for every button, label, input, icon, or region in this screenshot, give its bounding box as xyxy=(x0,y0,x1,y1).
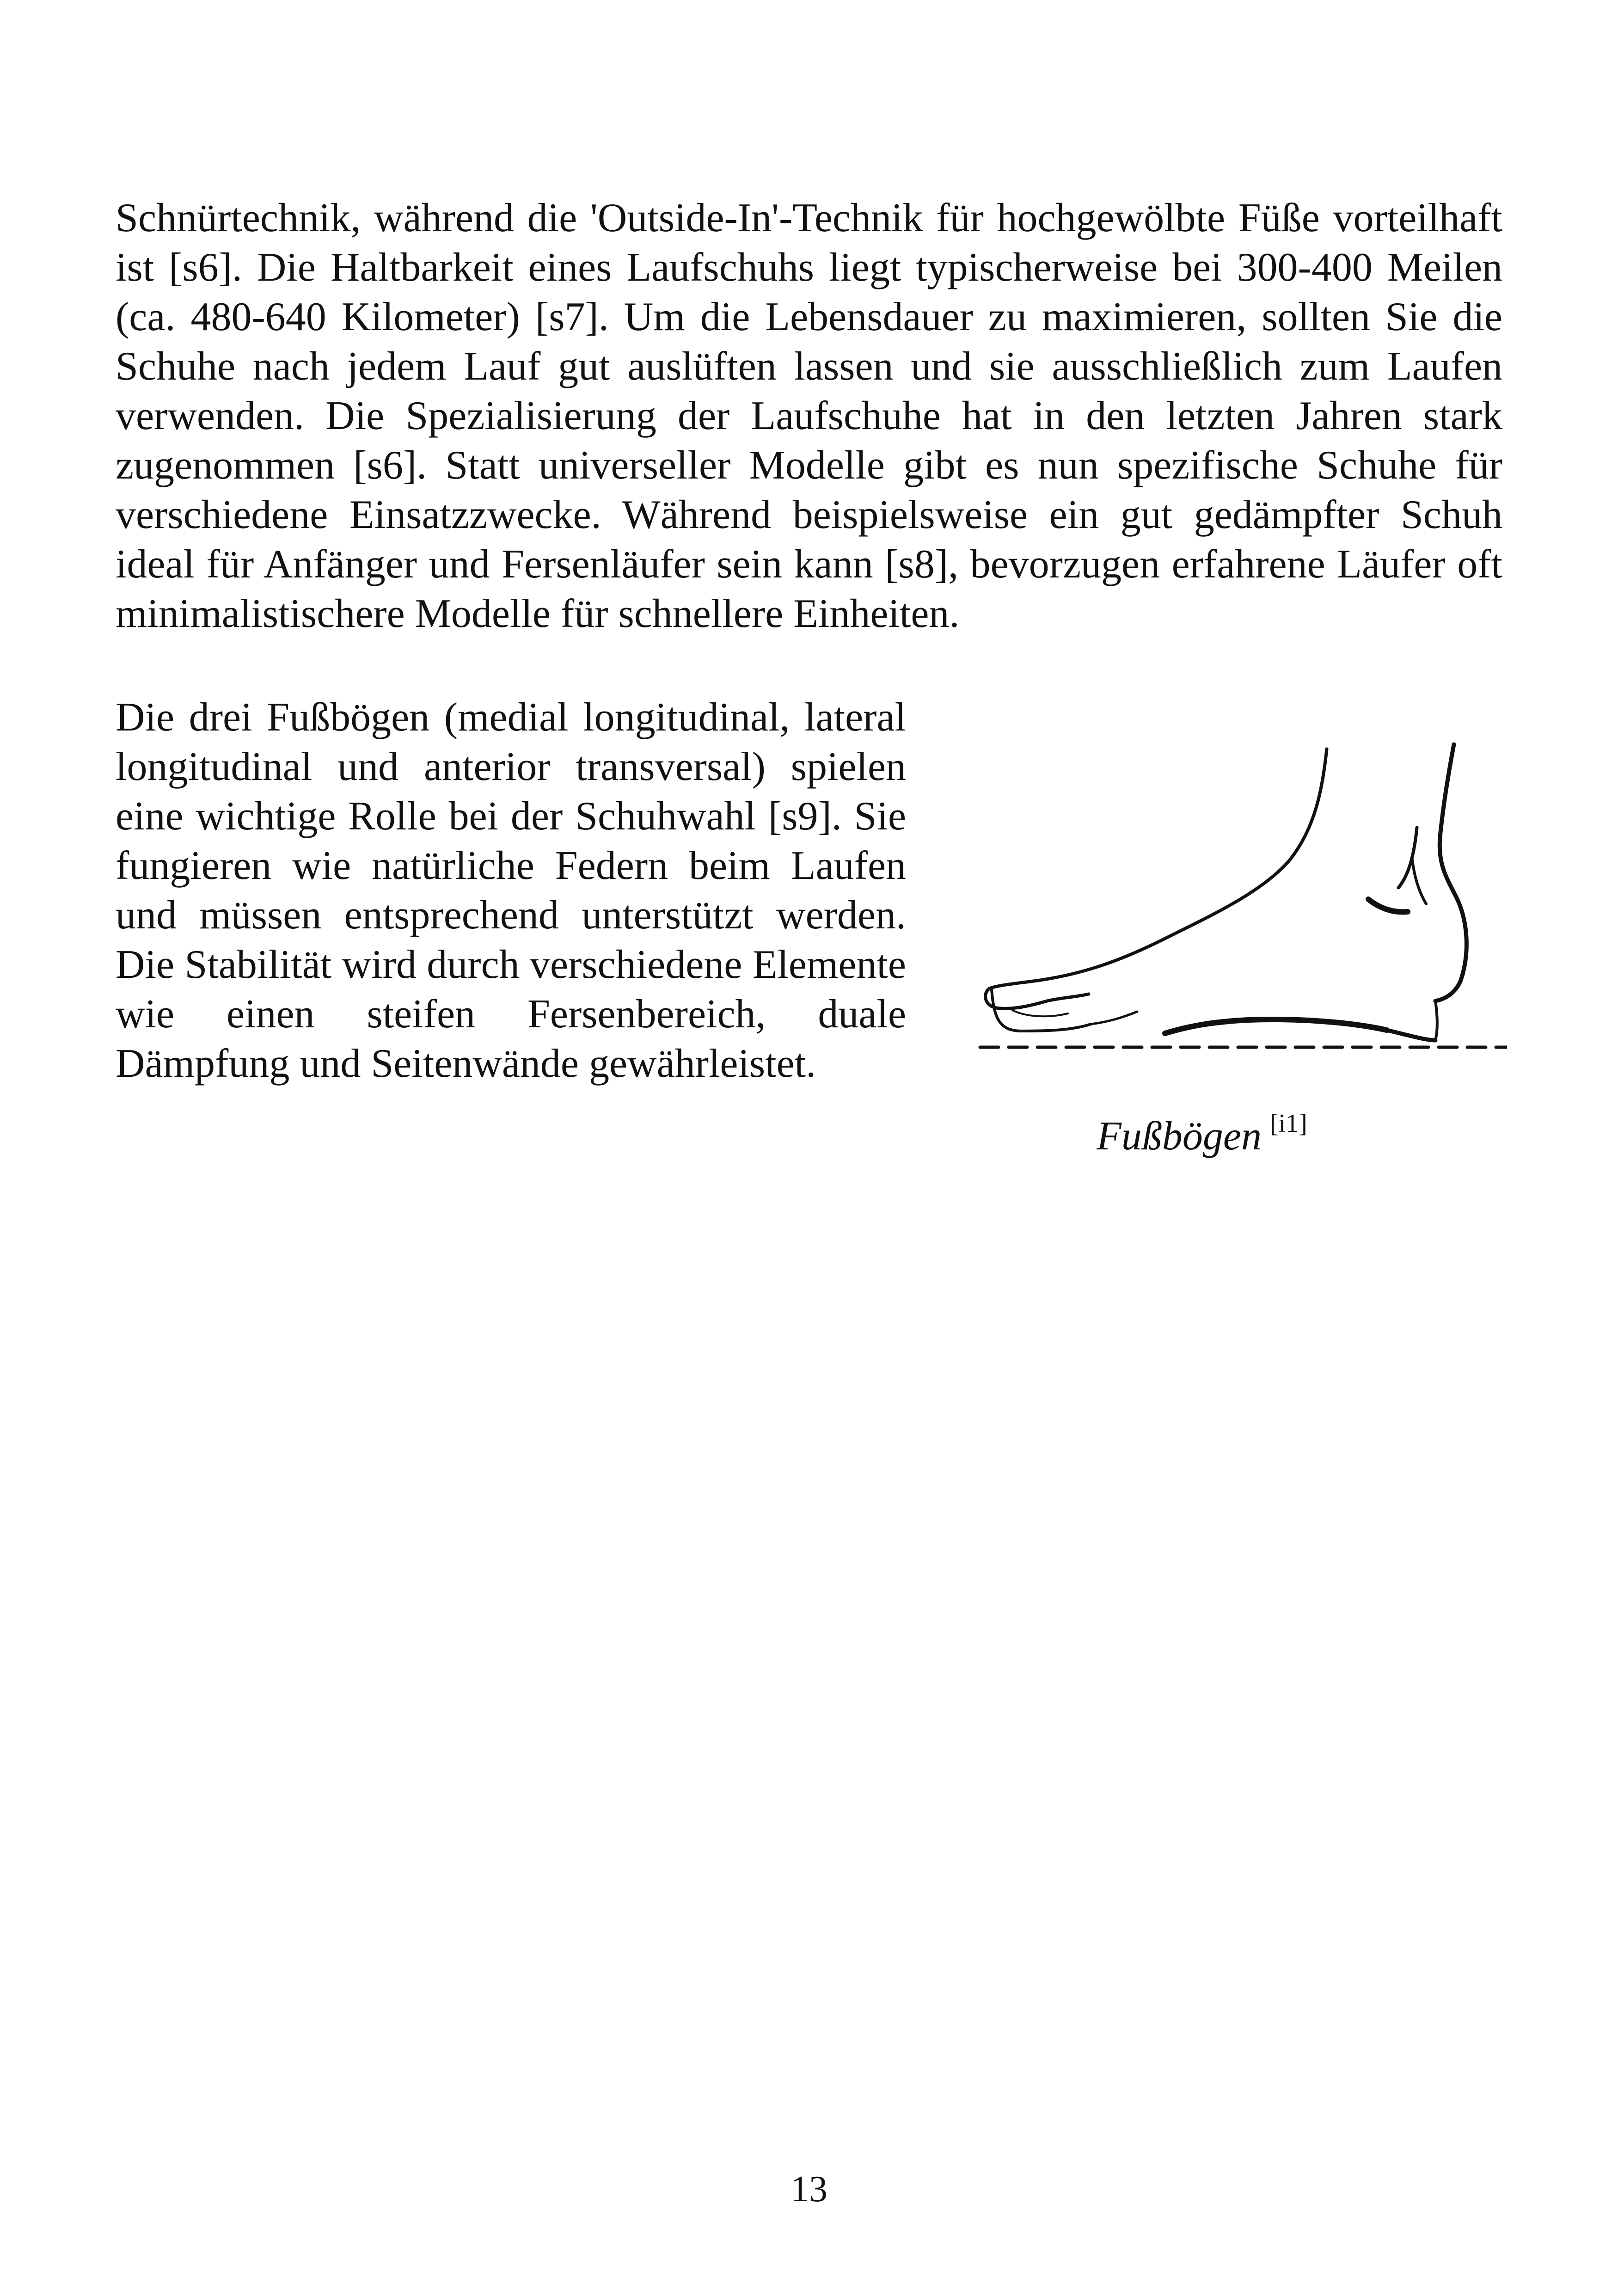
foot-arch-figure xyxy=(971,721,1507,1159)
figure-caption-text: Fußbögen xyxy=(1097,1114,1262,1159)
page-number: 13 xyxy=(791,2169,827,2210)
body-paragraph-side: Die drei Fußbögen (medial longitudinal, lateral longitudinal und anterior transversal) spielen eine wichtige Rolle bei der Schuhwahl [s9]. Sie fungieren wie natürliche Federn beim Laufen und müssen entsprechend unterstützt werden. Die Stabilität wird durch verschiedene Elemente wie einen steifen Fersenbereich, duale Dämpfung und Seitenwände gewährleistet. xyxy=(116,695,906,1086)
body-paragraph-top: Schnürtechnik, während die 'Outside-In'-Technik für hochgewölbte Füße vorteilhaft ist [s6]. Die Haltbarkeit eines Laufschuhs liegt typischerweise bei 300-400 Meilen (ca. 480-640 Kilometer) [s7]. Um die Lebensdauer zu maximieren, sollten Sie die Schuhe nach jedem Lauf gut auslüften lassen und sie ausschließlich zum Laufen verwenden. Die Spezialisierung der Laufschuhe hat in den letzten Jahren stark zugenommen [s6]. Statt universeller Modelle gibt es nun spezifische Schuhe für verschiedene Einsatzzwecke. Während beispielsweise ein gut gedämpfter Schuh ideal für Anfänger und Fersenläufer sein kann [s8], bevorzugen erfahrene Läufer oft minimalistischere Modelle für schnellere Einheiten. xyxy=(116,196,1502,636)
foot-arch-illustration-icon xyxy=(971,721,1507,1073)
figure-caption-reference: [i1] xyxy=(1269,1109,1307,1138)
figure-caption xyxy=(971,1100,1433,1160)
